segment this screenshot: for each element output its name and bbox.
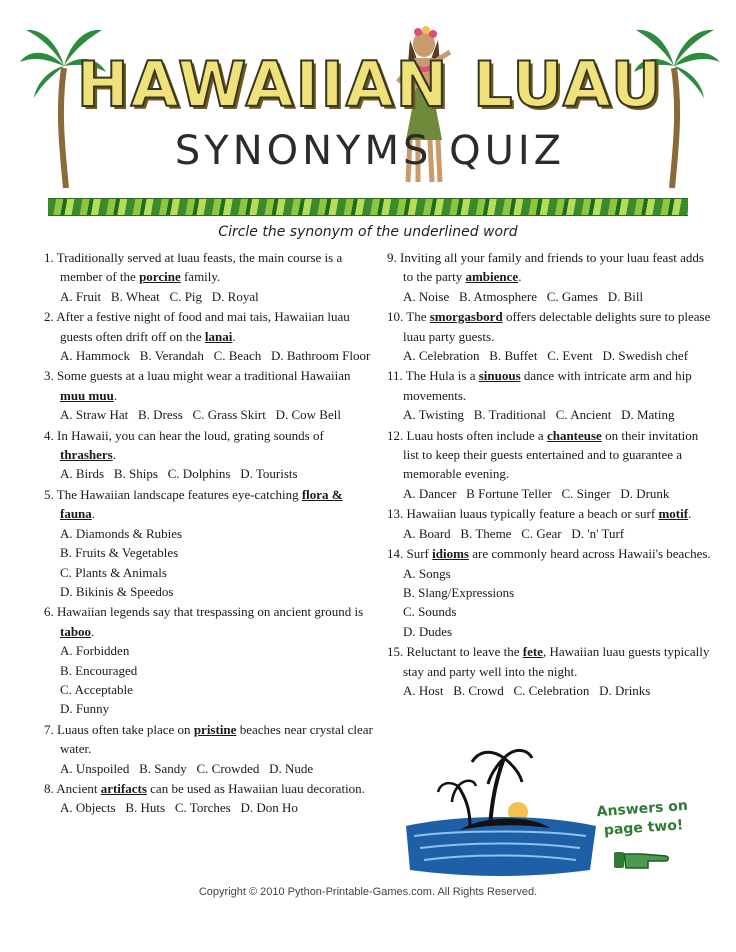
answer-option[interactable]: A. Celebration xyxy=(403,348,480,364)
question-number: 14. xyxy=(387,546,404,562)
answer-option-row xyxy=(403,602,717,621)
question-3 xyxy=(44,366,374,424)
underlined-keyword: artifacts xyxy=(100,780,147,796)
answer-option[interactable]: B. Encouraged xyxy=(60,662,138,678)
underlined-keyword: flora & fauna xyxy=(60,486,343,522)
question-text-after: are commonly heard across Hawaii's beaches. xyxy=(468,546,711,562)
answer-option[interactable]: C. Dolphins xyxy=(167,466,231,482)
question-text-before: The xyxy=(406,309,430,325)
answer-option[interactable]: B. Dress xyxy=(138,407,183,423)
answer-option[interactable]: C. Ancient xyxy=(555,407,612,423)
answer-option-row xyxy=(60,798,374,817)
question-text-after: beaches near crystal clear water. xyxy=(60,721,373,757)
answer-option-row xyxy=(403,583,717,602)
answer-option[interactable]: A. Unspoiled xyxy=(60,760,130,776)
answer-option[interactable]: C. Torches xyxy=(174,800,231,816)
answer-option[interactable]: B. Huts xyxy=(125,800,166,816)
answer-option[interactable]: D. Cow Bell xyxy=(275,407,341,423)
pointing-hand-icon xyxy=(612,846,670,872)
answer-option[interactable]: B. Atmosphere xyxy=(458,288,537,304)
answer-option[interactable]: C. Sounds xyxy=(403,604,457,620)
answer-option[interactable]: A. Board xyxy=(403,525,451,541)
answer-option[interactable]: A. Host xyxy=(403,682,444,698)
answer-option[interactable]: D. Tourists xyxy=(240,466,298,482)
underlined-keyword: taboo xyxy=(60,623,92,639)
answer-option[interactable]: A. Forbidden xyxy=(60,643,130,659)
question-text-after: can be used as Hawaiian luau decoration. xyxy=(146,780,365,796)
question-text xyxy=(387,426,717,484)
question-12 xyxy=(387,426,717,504)
answer-option[interactable]: B. Crowd xyxy=(453,682,504,698)
question-number: 1. xyxy=(44,250,54,265)
answer-option-row xyxy=(60,759,374,778)
answer-option-row xyxy=(60,405,374,424)
answer-option-row xyxy=(403,564,717,583)
question-text xyxy=(387,504,717,523)
answer-option[interactable]: B. Slang/Expressions xyxy=(403,584,515,600)
answer-option[interactable]: D. Funny xyxy=(60,701,110,717)
question-number: 6. xyxy=(44,604,54,620)
question-text xyxy=(387,366,717,405)
question-number: 12. xyxy=(387,427,404,443)
answer-options xyxy=(387,484,717,503)
question-text-after: . xyxy=(518,269,522,285)
answer-option-row xyxy=(403,681,717,700)
question-number: 8. xyxy=(44,780,54,796)
answer-option[interactable]: D. Royal xyxy=(211,288,259,304)
answer-option[interactable]: D. 'n' Turf xyxy=(571,525,625,541)
answer-option[interactable]: B. Verandah xyxy=(139,348,204,364)
answer-option[interactable]: D. Nude xyxy=(269,760,314,776)
question-text-after: . xyxy=(91,506,96,522)
question-column-left xyxy=(44,248,374,819)
question-text-after: . xyxy=(113,387,118,403)
underlined-keyword: motif xyxy=(658,506,689,522)
question-text xyxy=(387,544,717,563)
answer-option[interactable]: A. Songs xyxy=(403,565,451,581)
answer-option-row xyxy=(403,524,717,543)
question-text-after: family. xyxy=(180,269,221,285)
question-4 xyxy=(44,426,374,484)
question-14 xyxy=(387,544,717,641)
underlined-keyword: pristine xyxy=(193,721,237,737)
question-text-before: Traditionally served at luau feasts, the main course is a member of the xyxy=(56,250,343,285)
question-text xyxy=(387,248,717,287)
answer-option-row xyxy=(60,699,374,718)
question-number: 7. xyxy=(44,721,54,737)
answer-option[interactable]: C. Celebration xyxy=(513,682,590,698)
answer-option-row xyxy=(60,661,374,680)
answer-option[interactable]: A. Fruit xyxy=(60,288,102,304)
question-text-after: offers delectable delights sure to please luau party guests. xyxy=(403,309,711,344)
question-number: 4. xyxy=(44,427,54,443)
question-text-before: The Hawaiian landscape features eye-catching xyxy=(56,486,302,502)
question-text-after: . xyxy=(232,328,236,344)
answer-option[interactable]: C. Plants & Animals xyxy=(60,564,167,580)
question-10 xyxy=(387,307,717,365)
answer-options xyxy=(387,346,717,365)
answer-options xyxy=(44,464,374,483)
answer-options xyxy=(44,798,374,817)
question-13 xyxy=(387,504,717,543)
question-text xyxy=(44,485,374,524)
question-text-before: Surf xyxy=(406,546,433,562)
question-text-after: , Hawaiian luau guests typically stay and party well into the night. xyxy=(403,644,710,679)
answer-options xyxy=(44,405,374,424)
question-number: 10. xyxy=(387,309,404,325)
question-number: 3. xyxy=(44,368,54,384)
answer-option[interactable]: B. Fruits & Vegetables xyxy=(60,545,179,561)
question-number: 15. xyxy=(387,644,404,660)
answer-option[interactable]: A. Objects xyxy=(60,800,116,816)
answer-option-row xyxy=(60,346,374,365)
answer-option[interactable]: D. Bill xyxy=(607,288,644,304)
question-number: 2. xyxy=(44,309,54,325)
question-text-before: Luaus often take place on xyxy=(57,721,194,737)
answer-option[interactable]: A. Diamonds & Rubies xyxy=(60,525,183,541)
question-text-after: dance with intricate arm and hip movements. xyxy=(403,368,692,403)
answer-option-row xyxy=(60,543,374,562)
quiz-instruction: Circle the synonym of the underlined word xyxy=(218,224,518,240)
answer-options xyxy=(44,524,374,602)
answer-option[interactable]: D. Bathroom Floor xyxy=(270,348,371,364)
question-text xyxy=(44,248,374,287)
question-6 xyxy=(44,602,374,718)
answer-option-row xyxy=(60,680,374,699)
answers-note: Answers on page two! xyxy=(596,797,689,839)
question-text-before: Some guests at a luau might wear a traditional Hawaiian xyxy=(57,368,351,384)
question-1 xyxy=(44,248,374,306)
question-number: 5. xyxy=(44,486,54,502)
answer-option[interactable]: A. Hammock xyxy=(60,348,131,364)
answer-option-row xyxy=(60,582,374,601)
answer-option[interactable]: B. Sandy xyxy=(139,760,187,776)
answer-options xyxy=(387,564,717,642)
answer-option-row xyxy=(60,287,374,306)
question-text-after: . xyxy=(688,506,692,522)
page-subtitle: SYNONYMS QUIZ xyxy=(174,128,566,174)
question-text-before: Luau hosts often include a xyxy=(406,427,547,443)
question-text-before: Inviting all your family and friends to your luau feast adds to the party xyxy=(400,250,704,285)
question-text-after: . xyxy=(91,623,95,639)
question-number: 13. xyxy=(387,506,404,522)
answer-option[interactable]: C. Beach xyxy=(213,348,262,364)
answer-option-row xyxy=(60,524,374,543)
question-number: 9. xyxy=(387,250,397,265)
answer-option-row xyxy=(403,484,717,503)
answer-option-row xyxy=(403,405,717,424)
question-column-right xyxy=(387,248,717,701)
question-text-before: After a festive night of food and mai tais, Hawaiian luau guests often drift off on the xyxy=(56,309,350,344)
question-2 xyxy=(44,307,374,365)
answer-option[interactable]: A. Noise xyxy=(403,288,450,304)
answer-option[interactable]: C. Singer xyxy=(561,485,611,501)
question-text-before: Hawaiian legends say that trespassing on ancient ground is xyxy=(57,604,364,620)
underlined-keyword: chanteuse xyxy=(546,427,602,443)
question-7 xyxy=(44,720,374,778)
underlined-keyword: smorgasbord xyxy=(429,309,503,325)
answer-option-row xyxy=(60,464,374,483)
question-5 xyxy=(44,485,374,601)
question-text xyxy=(387,307,717,346)
answer-option[interactable]: A. Straw Hat xyxy=(60,407,129,423)
answer-option[interactable]: D. Drunk xyxy=(620,485,670,501)
question-11 xyxy=(387,366,717,424)
question-text xyxy=(44,602,374,641)
question-text-after: on their invitation list to keep their guests entertained and to guarantee a memorable evening. xyxy=(403,427,699,482)
question-number: 11. xyxy=(387,368,403,384)
answer-option[interactable]: D. Mating xyxy=(621,407,675,423)
answer-option[interactable]: D. Swedish chef xyxy=(602,348,689,364)
question-text-after: . xyxy=(112,447,116,463)
question-text-before: In Hawaii, you can hear the loud, grating sounds of xyxy=(57,427,324,443)
answer-option[interactable]: D. Bikinis & Speedos xyxy=(60,583,174,599)
answer-option[interactable]: C. Gear xyxy=(521,525,562,541)
question-text xyxy=(44,307,374,346)
answer-option[interactable]: A. Birds xyxy=(60,466,105,482)
answer-option[interactable]: B. Buffet xyxy=(489,348,538,364)
copyright-notice: Copyright © 2010 Python-Printable-Games.com. All Rights Reserved. xyxy=(198,886,538,898)
answer-options xyxy=(44,346,374,365)
answer-option-row xyxy=(403,346,717,365)
question-text xyxy=(44,366,374,405)
underlined-keyword: lanai xyxy=(204,328,233,344)
answer-option[interactable]: D. Drinks xyxy=(599,682,651,698)
answer-option[interactable]: B Fortune Teller xyxy=(466,485,552,501)
answer-option[interactable]: C. Crowded xyxy=(196,760,260,776)
underlined-keyword: idioms xyxy=(432,546,469,562)
answer-option[interactable]: C. Pig xyxy=(169,288,203,304)
answer-option[interactable]: B. Ships xyxy=(113,466,158,482)
answer-option-row xyxy=(403,287,717,306)
question-text-before: Hawaiian luaus typically feature a beach or surf xyxy=(406,506,659,522)
answer-option[interactable]: B. Wheat xyxy=(110,288,160,304)
question-15 xyxy=(387,642,717,700)
leaf-divider xyxy=(48,198,688,216)
underlined-keyword: muu muu xyxy=(60,387,114,403)
answer-options xyxy=(44,641,374,719)
island-icon xyxy=(400,740,600,880)
answer-option[interactable]: B. Theme xyxy=(460,525,512,541)
answer-options xyxy=(44,287,374,306)
answer-option-row xyxy=(60,563,374,582)
answer-option[interactable]: C. Games xyxy=(546,288,598,304)
question-9 xyxy=(387,248,717,306)
answer-option[interactable]: D. Dudes xyxy=(403,623,453,639)
underlined-keyword: porcine xyxy=(139,269,181,285)
underlined-keyword: sinuous xyxy=(478,368,521,384)
answer-options xyxy=(44,759,374,778)
question-text xyxy=(44,426,374,465)
question-text-before: Reluctant to leave the xyxy=(406,644,523,660)
answer-options xyxy=(387,681,717,700)
question-text xyxy=(44,720,374,759)
question-text xyxy=(44,779,374,798)
answer-option[interactable]: A. Dancer xyxy=(403,485,457,501)
answer-option[interactable]: C. Grass Skirt xyxy=(192,407,266,423)
answer-option-row xyxy=(403,622,717,641)
question-text-before: The Hula is a xyxy=(405,368,479,384)
answer-options xyxy=(387,405,717,424)
answer-options xyxy=(387,287,717,306)
underlined-keyword: thrashers xyxy=(60,447,113,463)
answer-option[interactable]: C. Acceptable xyxy=(60,681,133,697)
answer-options xyxy=(387,524,717,543)
page-title: HAWAIIAN LUAU xyxy=(76,48,664,121)
question-8 xyxy=(44,779,374,818)
underlined-keyword: ambience xyxy=(465,269,519,285)
underlined-keyword: fete xyxy=(522,644,543,660)
question-text-before: Ancient xyxy=(56,780,101,796)
answer-option[interactable]: B. Traditional xyxy=(473,407,546,423)
answer-option-row xyxy=(60,641,374,660)
answer-option[interactable]: D. Don Ho xyxy=(240,800,298,816)
answer-option[interactable]: C. Event xyxy=(547,348,593,364)
answer-option[interactable]: A. Twisting xyxy=(403,407,464,423)
question-text xyxy=(387,642,717,681)
